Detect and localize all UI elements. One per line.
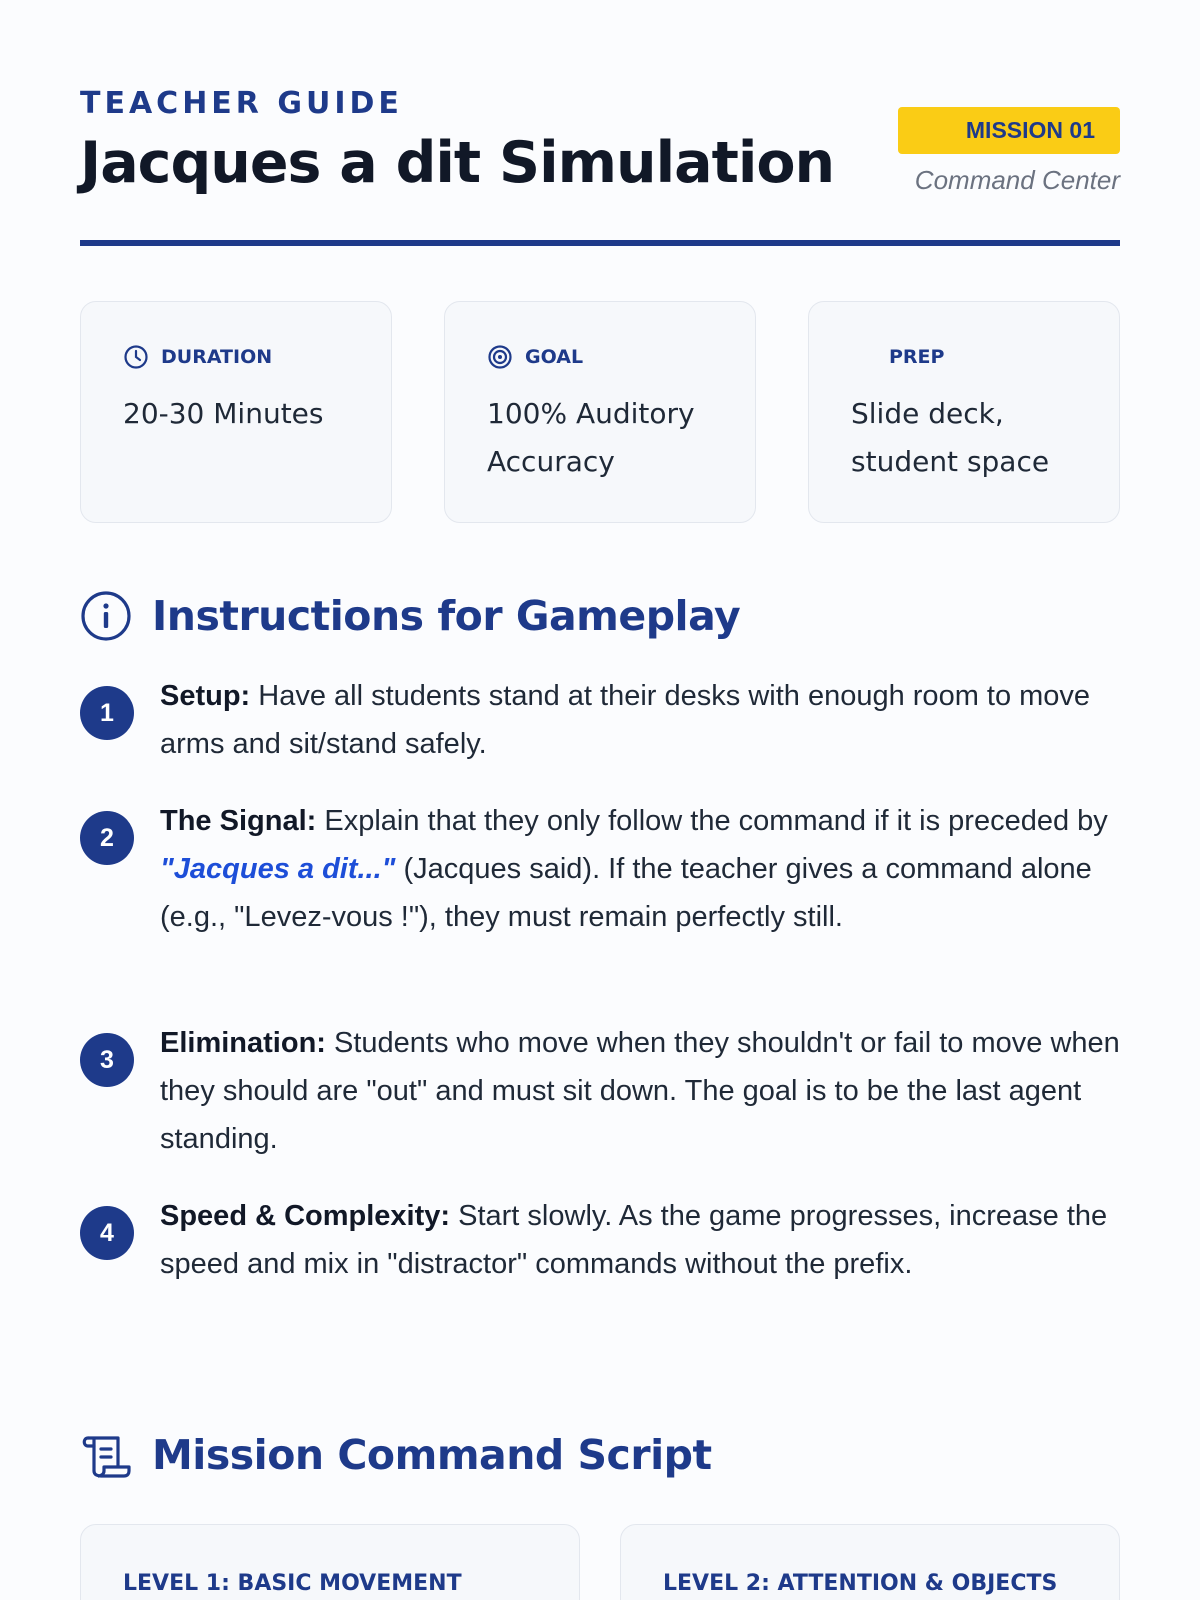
page-title: Jacques a dit Simulation bbox=[80, 130, 835, 196]
step-text bbox=[160, 1019, 1120, 1163]
duration-card bbox=[80, 301, 392, 523]
step-description: Have all students stand at their desks with enough room to move arms and sit/stand safely. bbox=[160, 680, 1091, 760]
step-number: 3 bbox=[80, 1033, 134, 1087]
step-number: 1 bbox=[80, 686, 134, 740]
step-description: Students who move when they shouldn't or fail to move when they should are "out" and must sit down. The goal is to be the last agent standing. bbox=[160, 1027, 1120, 1155]
step-text bbox=[160, 1192, 1120, 1288]
duration-value: 20-30 Minutes bbox=[123, 397, 324, 430]
target-icon bbox=[487, 344, 513, 370]
jacques-a-dit-highlight: "Jacques a dit..." bbox=[160, 853, 396, 885]
script-title: Mission Command Script bbox=[152, 1431, 712, 1479]
mission-badge-label: MISSION 01 bbox=[965, 117, 1095, 143]
step-label: Speed & Complexity: bbox=[160, 1200, 451, 1232]
teacher-guide-page bbox=[80, 0, 1120, 1600]
step-text bbox=[160, 797, 1120, 941]
mission-subtitle: Command Center bbox=[914, 165, 1120, 195]
step-description: Explain that they only follow the command if it is preceded by bbox=[324, 805, 1108, 837]
step-description-cont: (Jacques said). If the teacher gives a command alone (e.g., "Levez-vous !"), they must remain perfectly still. bbox=[160, 853, 1092, 933]
mission-badge bbox=[898, 107, 1120, 154]
prep-label: PREP bbox=[889, 346, 945, 368]
instructions-title: Instructions for Gameplay bbox=[152, 592, 741, 640]
goal-label: GOAL bbox=[525, 346, 584, 368]
prep-value: Slide deck, student space bbox=[851, 397, 1050, 478]
goal-value: 100% Auditory Accuracy bbox=[487, 397, 695, 478]
guide-kicker: TEACHER GUIDE bbox=[80, 86, 403, 121]
step-text bbox=[160, 672, 1120, 768]
level-label: LEVEL 1: BASIC MOVEMENT bbox=[123, 1571, 462, 1596]
info-circle-icon bbox=[80, 590, 132, 642]
step-label: Elimination: bbox=[160, 1027, 326, 1059]
prep-card bbox=[808, 301, 1120, 523]
level-card bbox=[620, 1524, 1120, 1600]
instructions-heading bbox=[80, 590, 740, 642]
step-number: 2 bbox=[80, 811, 134, 865]
scroll-icon bbox=[80, 1429, 132, 1481]
step-number: 4 bbox=[80, 1206, 134, 1260]
level-card bbox=[80, 1524, 580, 1600]
prep-icon bbox=[851, 344, 877, 370]
header-divider bbox=[80, 240, 1120, 246]
step-label: Setup: bbox=[160, 680, 251, 712]
clock-icon bbox=[123, 344, 149, 370]
step-description: Start slowly. As the game progresses, increase the speed and mix in "distractor" commands without the prefix. bbox=[160, 1200, 1108, 1280]
script-heading bbox=[80, 1429, 712, 1481]
goal-card bbox=[444, 301, 756, 523]
level-label: LEVEL 2: ATTENTION & OBJECTS bbox=[663, 1571, 1058, 1596]
step-label: The Signal: bbox=[160, 805, 317, 837]
duration-label: DURATION bbox=[161, 346, 273, 368]
